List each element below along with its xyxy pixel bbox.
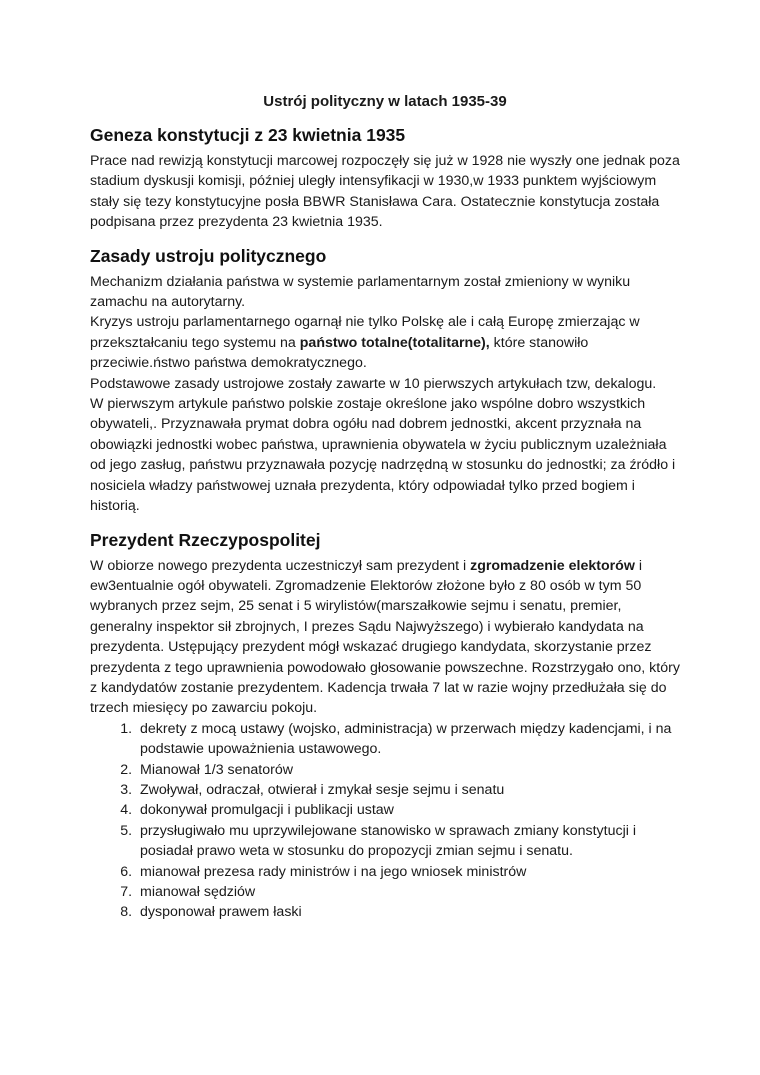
section-geneza — [90, 124, 680, 233]
section-heading-prezydent: Prezydent Rzeczypospolitej — [90, 529, 321, 550]
paragraph-text: które stanowiło przeciwie.ństwo państwa demokratycznego. — [90, 334, 589, 372]
section-paragraph — [90, 556, 680, 719]
document-title: Ustrój polityczny w latach 1935-39 — [263, 93, 507, 110]
list-item: 8. dysponował prawem łaski — [136, 902, 680, 922]
list-item: 1. dekrety z mocą ustawy (wojsko, administracja) w przerwach między kadencjami, i na podstawie upoważnienia ustawowego. — [136, 719, 680, 760]
paragraph-text: Kryzys ustroju parlamentarnego ogarnął nie tylko Polskę ale i całą Europę zmierzając w przekształcaniu tego systemu na — [90, 314, 640, 351]
list-item: 4. dokonywał promulgacji i publikacji ustaw — [136, 800, 680, 820]
section-paragraph: Prace nad rewizją konstytucji marcowej rozpoczęły się już w 1928 nie wyszły one jednak poza stadium dyskusji komisji, później uległy intensyfikacji w 1930,w 1933 punktem wyjściowym stały się tezy konstytucyjne posła BBWR Stanisława Cara. Ostatecznie konstytucja została podpisana przez prezydenta 23 kwietnia 1935. — [90, 153, 680, 231]
paragraph-text: i ew3entualnie ogół obywateli. Zgromadzenie Elektorów złożone było z 80 osób w tym 50 wybranych przez sejm, 25 senat i 5 wirylistów(marszałkowie sejmu i senatu, premier, generalny inspektor sił zbrojnych, I prezes Sądu Najwyższego) i wybierało kandydata na prezydenta. Ustępujący prezydent mógł wskazać drugiego kandydata, skorzystanie przez prezydenta z tego uprawnienia powodowało głosowanie powszechne. Rozstrzygało ono, który z kandydatów zostanie prezydentem. Kadencja trwała 7 lat w razie wojny przedłużała się do trzech miesięcy po zawarciu pokoju. — [90, 557, 680, 717]
paragraph-text: W pierwszym artykule państwo polskie zostaje określone jako wspólne dobro wszystkich obywateli,. Przyznawała prymat dobra ogółu nad dobrem jednostki, akcent przyznała na obowiązki jednostki wobec państwa, uprawnienia obywatela w życiu publicznym uzależniała od jego zasług, państwu przyznawała pozycję nadrzędną w stosunku do jednostki; za źródło i nosiciela władzy państwowej uznała prezydenta, który odpowiadał tylko przed bogiem i historią. — [90, 396, 676, 515]
section-paragraph — [90, 272, 680, 313]
section-heading-geneza: Geneza konstytucji z 23 kwietnia 1935 — [90, 125, 406, 145]
section-paragraph — [90, 374, 680, 394]
section-paragraph — [90, 312, 680, 373]
section-heading-zasady: Zasady ustroju politycznego — [90, 245, 327, 266]
section-prezydent — [90, 529, 680, 923]
paragraph-text: Mechanizm działania państwa w systemie parlamentarnym został zmieniony w wyniku zamachu na autorytarny. — [90, 273, 631, 311]
section-paragraph — [90, 394, 680, 516]
list-item: 5. przysługiwało mu uprzywilejowane stanowisko w sprawach zmiany konstytucji i posiadał prawo weta w stosunku do propozycji zmian sejmu i senatu. — [136, 821, 680, 862]
list-item: 3. Zwoływał, odraczał, otwierał i zmykał sesje sejmu i senatu — [136, 780, 680, 800]
document-page — [90, 92, 680, 935]
list-item: 2. Mianował 1/3 senatorów — [136, 760, 680, 780]
bold-term: państwo totalne(totalitarne), — [299, 334, 490, 351]
bold-term: zgromadzenie elektorów — [470, 557, 635, 574]
paragraph-text: Podstawowe zasady ustrojowe zostały zawarte w 10 pierwszych artykułach tzw, dekalogu. — [90, 375, 657, 392]
list-item: 7. mianował sędziów — [136, 882, 680, 902]
section-zasady — [90, 245, 680, 517]
paragraph-text: W obiorze nowego prezydenta uczestniczył sam prezydent i — [90, 557, 471, 574]
president-powers-list — [90, 719, 680, 923]
list-item: 6. mianował prezesa rady ministrów i na jego wniosek ministrów — [136, 862, 680, 882]
